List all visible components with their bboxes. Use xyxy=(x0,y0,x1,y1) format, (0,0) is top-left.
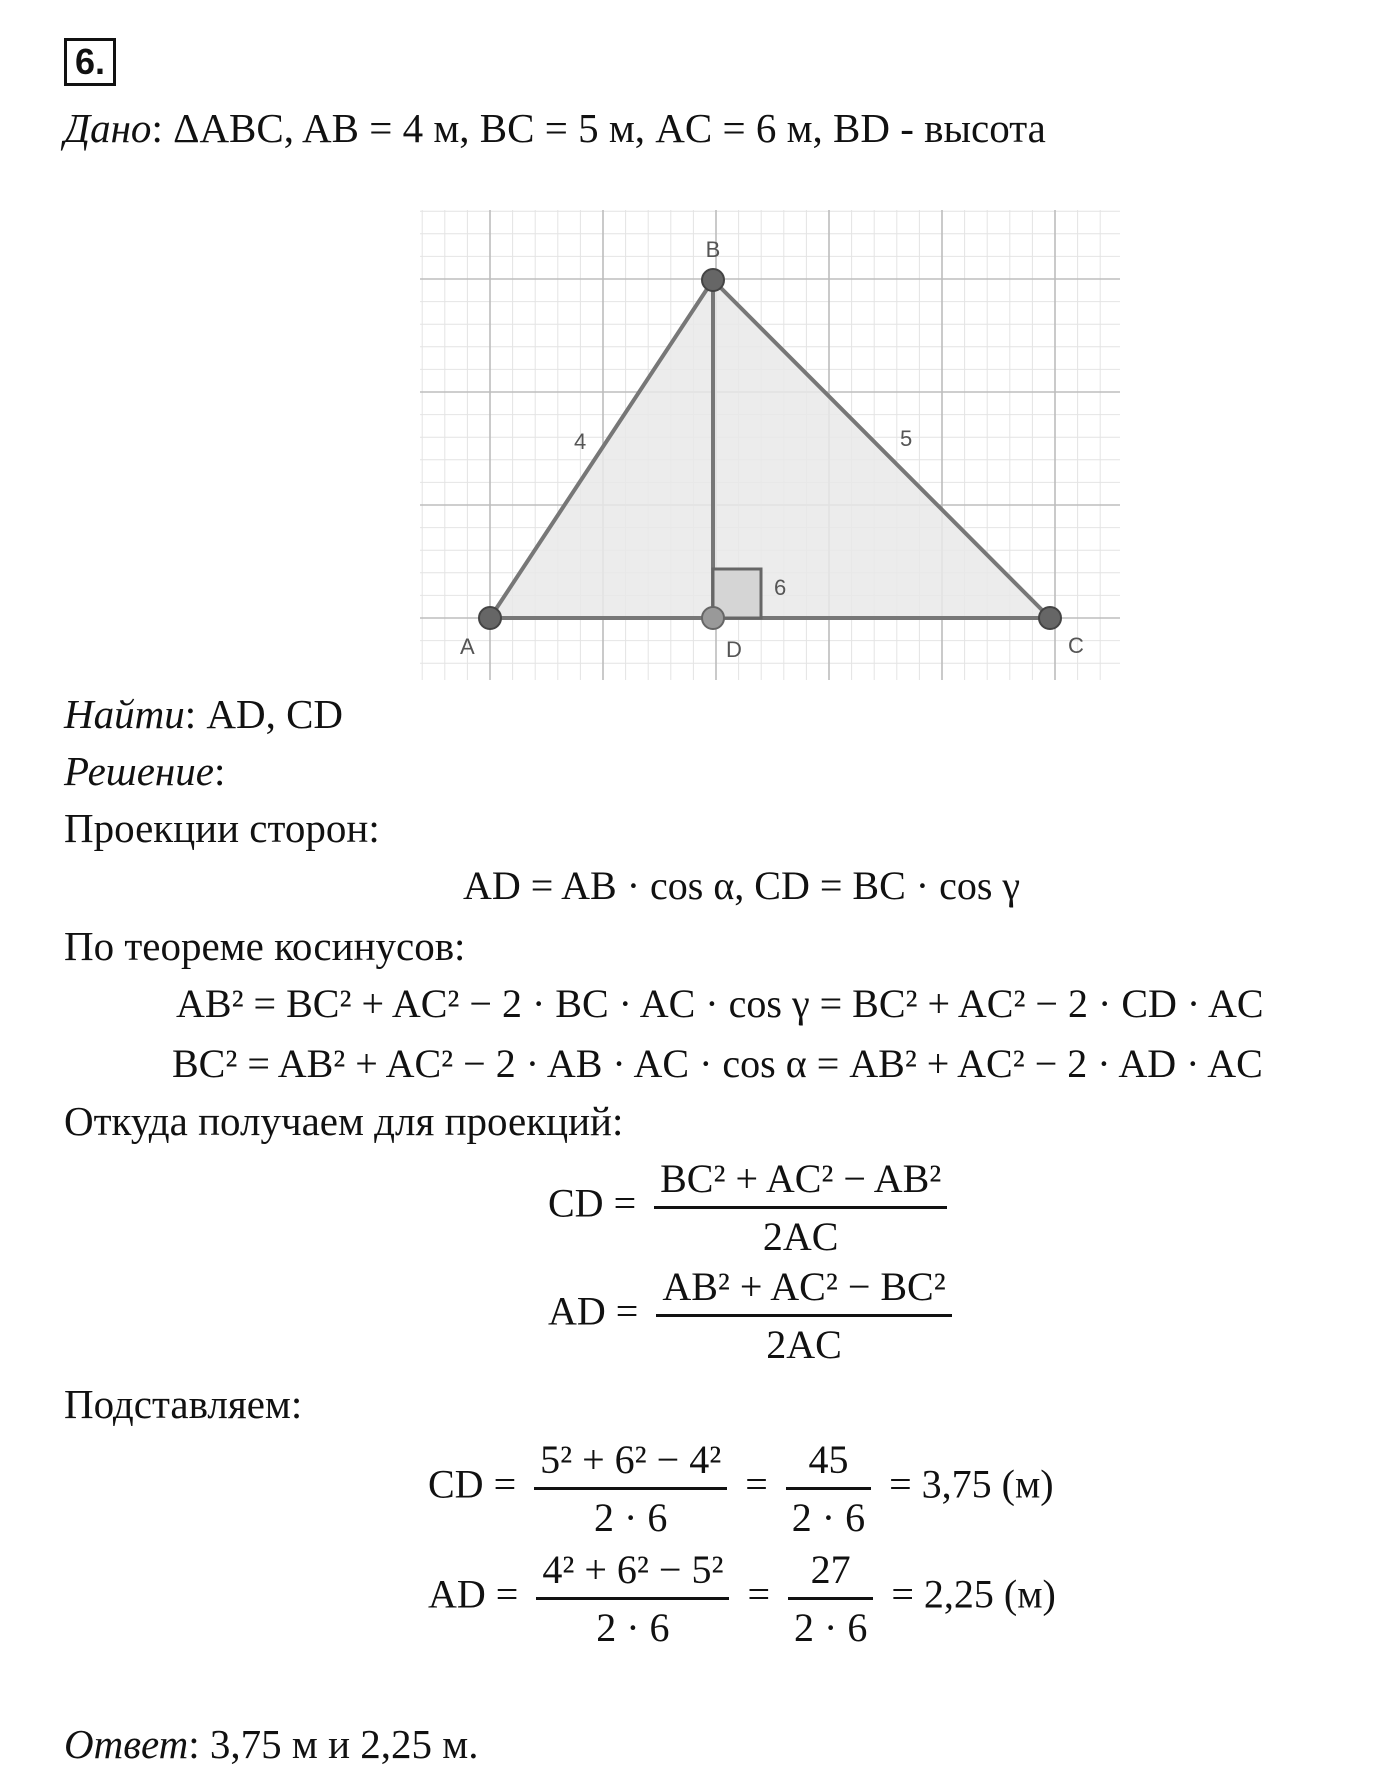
triangle-figure xyxy=(420,210,1120,680)
given-label: Дано xyxy=(64,105,152,151)
cd-calc-lhs: CD = xyxy=(428,1461,517,1507)
projections-heading: Проекции сторон: xyxy=(64,805,380,851)
find-text: : AD, CD xyxy=(184,691,344,737)
cd-calc-result: = 3,75 (м) xyxy=(889,1461,1054,1507)
label-side-ac: 6 xyxy=(774,575,787,600)
ad-calculation xyxy=(428,1546,1056,1651)
cd-calc-fraction-2 xyxy=(786,1436,871,1541)
ad-calc-numerator-1: 4² + 6² − 5² xyxy=(536,1546,729,1600)
solution-label: Решение xyxy=(64,748,214,794)
ad-formula-numerator: AB² + AC² − BC² xyxy=(656,1263,951,1317)
cd-formula-numerator: BC² + AC² − AB² xyxy=(654,1155,947,1209)
cd-calc-fraction-1 xyxy=(534,1436,727,1541)
problem-number: 6. xyxy=(64,38,116,86)
ad-formula-denominator: 2AC xyxy=(766,1322,842,1367)
label-a: A xyxy=(460,634,475,659)
answer-line xyxy=(64,1720,479,1769)
ad-calc-denominator-2: 2 · 6 xyxy=(794,1605,868,1650)
cd-calc-denominator-2: 2 · 6 xyxy=(791,1495,866,1540)
substitute-heading: Подставляем: xyxy=(64,1381,303,1427)
ad-calc-denominator-1: 2 · 6 xyxy=(596,1605,670,1650)
given-line xyxy=(64,104,1046,153)
cd-calc-denominator-1: 2 · 6 xyxy=(594,1495,668,1540)
point-c xyxy=(1039,607,1061,629)
ad-calc-numerator-2: 27 xyxy=(788,1546,873,1600)
point-d xyxy=(702,607,724,629)
answer-label: Ответ xyxy=(64,1721,189,1767)
cd-calc-numerator-2: 45 xyxy=(786,1436,871,1490)
answer-text: : 3,75 м и 2,25 м. xyxy=(188,1721,479,1767)
solution-colon: : xyxy=(213,748,226,794)
projections-formula: AD = AB · cos α, CD = BC · cos γ xyxy=(463,863,1021,908)
cd-calculation xyxy=(428,1436,1054,1541)
ad-calc-lhs: AD = xyxy=(428,1571,519,1617)
cosine-equation-1: AB² = BC² + AC² − 2 · BC · AC · cos γ = BC² + AC² − 2 · CD · AC xyxy=(176,981,1264,1026)
cd-calc-equals: = xyxy=(745,1461,768,1507)
solution-line xyxy=(64,747,225,796)
cd-formula-lhs: CD = xyxy=(548,1180,637,1226)
label-c: C xyxy=(1068,633,1084,658)
point-b xyxy=(702,269,724,291)
label-side-ab: 4 xyxy=(574,429,587,454)
cd-formula-fraction xyxy=(654,1155,947,1260)
given-text: : ΔABC, AB = 4 м, BC = 5 м, AC = 6 м, BD - высота xyxy=(151,105,1046,151)
label-b: B xyxy=(705,237,721,262)
ad-calc-result: = 2,25 (м) xyxy=(891,1571,1056,1617)
find-label: Найти xyxy=(64,691,185,737)
cd-formula-denominator: 2AC xyxy=(762,1214,839,1259)
ad-calc-fraction-1 xyxy=(536,1546,729,1651)
cosine-equation-2: BC² = AB² + AC² − 2 · AB · AC · cos α = AB² + AC² − 2 · AD · AC xyxy=(172,1041,1263,1086)
ad-calc-fraction-2 xyxy=(788,1546,873,1651)
cd-calc-numerator-1: 5² + 6² − 4² xyxy=(534,1436,727,1490)
cosine-theorem-heading: По теореме косинусов: xyxy=(64,923,466,969)
label-side-bc: 5 xyxy=(900,426,913,451)
label-d: D xyxy=(726,637,742,662)
point-a xyxy=(479,607,501,629)
ad-calc-equals: = xyxy=(747,1571,770,1617)
derive-heading: Откуда получаем для проекций: xyxy=(64,1098,624,1144)
find-line xyxy=(64,690,343,739)
ad-formula xyxy=(548,1263,960,1368)
ad-formula-lhs: AD = xyxy=(548,1288,639,1334)
cd-formula xyxy=(548,1155,955,1260)
ad-formula-fraction xyxy=(656,1263,951,1368)
